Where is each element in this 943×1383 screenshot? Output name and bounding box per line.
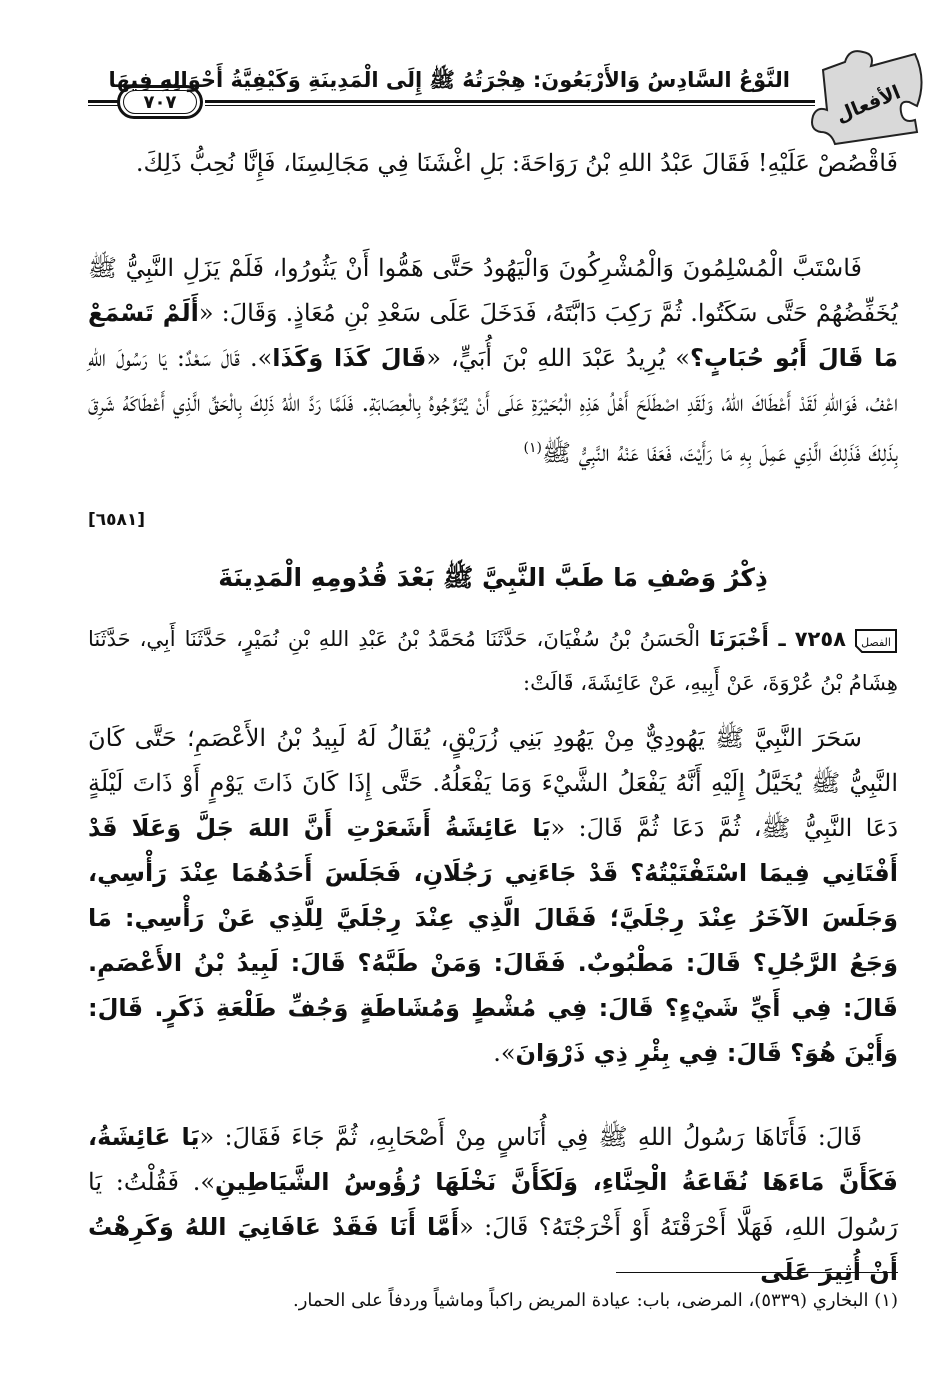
paragraph-1: فَاقْصُصْ عَلَيْهِ! فَقَالَ عَبْدُ اللهِ بْنُ رَوَاحَةَ: بَلِ اغْشَنَا فِي مَجَالِسِنَا، فَإِنَّا نُحِبُّ ذَلِكَ. xyxy=(135,149,898,177)
hadith-reference: [٦٥٨١] xyxy=(88,510,146,530)
matn-text-2: قَالَ: فَأَتَاهَا رَسُولُ اللهِ ﷺ فِي أُنَاسٍ مِنْ أَصْحَابِهِ، ثُمَّ جَاءَ فَقَالَ: « xyxy=(199,1123,863,1151)
puzzle-label: الأفعال xyxy=(832,81,904,127)
isnad-text: الْحَسَنُ بْنُ سُفْيَانَ، حَدَّثَنَا مُحَمَّدُ بْنُ عَبْدِ اللهِ بْنِ نُمَيْرٍ، حَدَّثَنَا أَبِي، حَدَّثَنَا هِشَامُ بْنُ عُرْوَةَ، عَنْ أَبِيهِ، عَنْ عَائِشَةَ، قَالَتْ: xyxy=(88,627,898,695)
footnote-rule xyxy=(616,1272,898,1273)
puzzle-piece-icon xyxy=(805,40,930,150)
footnote: (١) البخاري (٥٣٣٩)، المرضى، باب: عيادة المريض راكباً وماشياً وردفاً على الحمار. xyxy=(292,1290,898,1311)
fasl-badge-icon xyxy=(854,626,898,656)
matn-paragraph-2 xyxy=(88,1115,898,1295)
p2-text-1: فَاسْتَبَّ الْمُسْلِمُونَ وَالْمُشْرِكُونَ وَالْيَهُودُ حَتَّى هَمُّوا أَنْ يَثُورُوا، فَلَمْ يَزَلِ النَّبِيُّ ﷺ يُخَفِّضُهُمْ حَتَّى سَكَتُوا. ثُمَّ رَكِبَ دَابَّتَهُ، فَدَخَلَ عَلَى سَعْدِ بْنِ مُعَاذٍ. وَقَالَ: « xyxy=(88,254,898,327)
page-number: ٧٠٧ xyxy=(123,90,197,114)
p2-quote-1: أَلَمْ تَسْمَعْ مَا قَالَ أَبُو حُبَابٍ؟ xyxy=(88,299,898,372)
fasl-badge-label: الفصل xyxy=(861,635,891,649)
p2-text-2: » يُرِيدُ عَبْدَ اللهِ بْنَ أُبَيٍّ، « xyxy=(426,344,690,372)
header-rule xyxy=(205,100,815,103)
chapter-title: النَّوْعُ السَّادِسُ وَالأَرْبَعُونَ: هِجْرَتُهُ ﷺ إِلَى الْمَدِينَةِ وَكَيْفِيَّةُ أَحْوَالِهِ فِيهَا xyxy=(108,68,790,92)
header-rule-left xyxy=(88,100,118,103)
matn-text-3: ». فَقُلْتُ: يَا رَسُولَ اللهِ، فَهَلَّا أَحْرَقْتَهُ أَوْ أَخْرَجْتَهُ؟ قَالَ: « xyxy=(88,1168,899,1241)
matn-text-1-end: ». xyxy=(493,1039,516,1067)
isnad-lead: ـ أَخْبَرَنَا xyxy=(709,627,786,651)
matn-paragraph-1 xyxy=(88,716,898,1076)
header-rule-thin xyxy=(205,105,815,106)
isnad xyxy=(88,617,898,705)
matn-quote-2: يَا عَائِشَةُ، فَكَأَنَّ مَاءَهَا نُقَاعَةُ الْحِنَّاءِ، وَلَكَأَنَّ نَخْلَهَا رُؤُوسُ الشَّيَاطِينِ xyxy=(88,1123,898,1196)
hadith-number: ٧٢٥٨ xyxy=(794,627,846,651)
p2-text-3: ». قَالَ سَعْدٌ: يَا رَسُولَ اللهِ اعْفُ، فَوَاللهِ لَقَدْ أَعْطَاكَ اللهُ، وَلَقَدِ اصْطَلَحَ أَهْلُ هَذِهِ الْبُحَيْرَةِ عَلَى أَنْ يُتَوِّجُوهُ بِالْعِصَابَةِ. فَلَمَّا رَدَّ اللهُ ذَلِكَ بِالْحَقِّ الَّذِي أَعْطَاكَهُ شَرِقَ بِذَلِكَ فَذَلِكَ الَّذِي عَمِلَ بِهِ مَا رَأَيْتَ، فَعَفَا عَنْهُ النَّبِيُّ ﷺ xyxy=(88,344,898,467)
p2-quote-2: قَالَ كَذَا وَكَذَا xyxy=(272,344,427,372)
header-rule-left-thin xyxy=(88,105,118,106)
paragraph-2 xyxy=(88,246,898,476)
matn-text-1: سَحَرَ النَّبِيَّ ﷺ يَهُودِيٌّ مِنْ يَهُودِ بَنِي زُرَيْقٍ، يُقَالُ لَهُ لَبِيدُ بْنُ الأَعْصَمِ؛ حَتَّى كَانَ النَّبِيُّ ﷺ يُخَيَّلُ إِلَيْهِ أَنَّهُ يَفْعَلُ الشَّيْءَ وَمَا يَفْعَلُهُ. حَتَّى إِذَا كَانَ ذَاتَ يَوْمٍ أَوْ ذَاتَ لَيْلَةٍ دَعَا النَّبِيُّ ﷺ، ثُمَّ دَعَا ثُمَّ قَالَ: « xyxy=(88,724,899,842)
matn-quote-1: يَا عَائِشَةُ أَشَعَرْتِ أَنَّ اللهَ جَلَّ وَعَلَا قَدْ أَفْتَانِي فِيمَا اسْتَفْتَيْتُهُ؟ قَدْ جَاءَنِي رَجُلَانِ، فَجَلَسَ أَحَدُهُمَا عِنْدَ رَأْسِي، وَجَلَسَ الآخَرُ عِنْدَ رِجْلَيَّ؛ فَقَالَ الَّذِي عِنْدَ رِجْلَيَّ لِلَّذِي عَنْ رَأْسِي: مَا وَجَعُ الرَّجُلِ؟ قَالَ: مَطْبُوبٌ. فَقَالَ: وَمَنْ طَبَّهُ؟ قَالَ: لَبِيدُ بْنُ الأَعْصَمِ. قَالَ: فِي أَيِّ شَيْءٍ؟ قَالَ: فِي مُشْطٍ وَمُشَاطَةٍ وَجُفِّ طَلْعَةِ ذَكَرٍ. قَالَ: وَأَيْنَ هُوَ؟ قَالَ: فِي بِئْرِ ذِي ذَرْوَانَ xyxy=(88,814,898,1067)
footnote-marker: (١) xyxy=(523,440,542,456)
page-number-frame xyxy=(117,85,203,119)
matn-quote-3: أَمَّا أَنَا فَقَدْ عَافَانِيَ اللهُ وَكَرِهْتُ أَنْ أُثِيرَ عَلَى xyxy=(88,1213,898,1286)
section-heading: ذِكْرُ وَصْفِ مَا طَبَّ النَّبِيَّ ﷺ بَعْدَ قُدُومِهِ الْمَدِينَةَ xyxy=(218,563,768,592)
